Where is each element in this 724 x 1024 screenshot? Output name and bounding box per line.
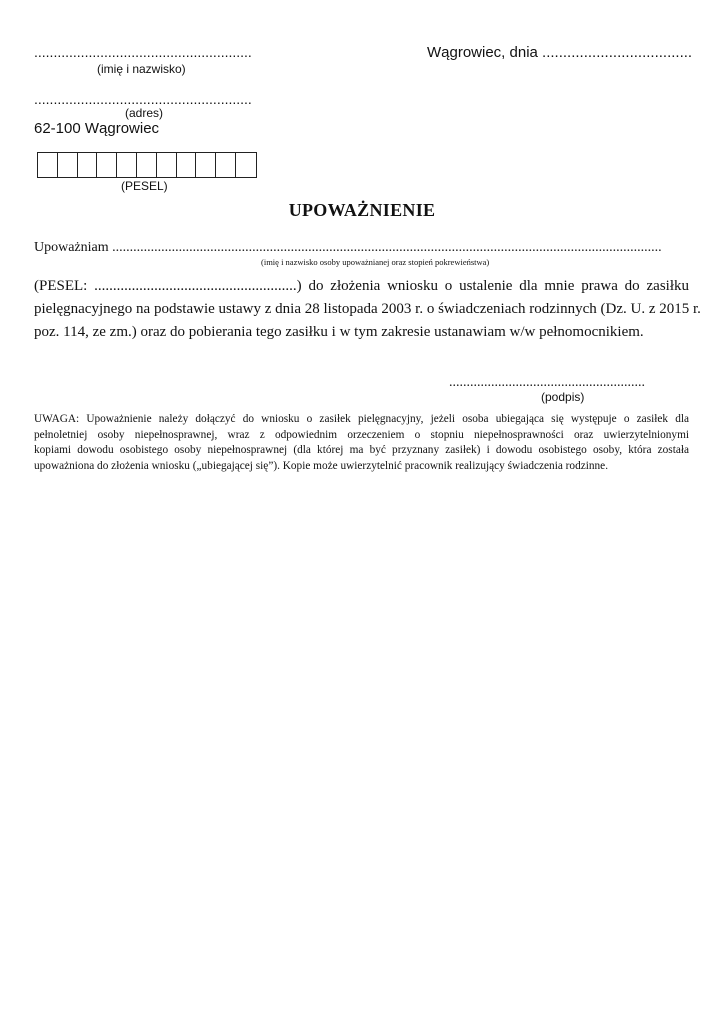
note-line: kopiami dowodu osobistego osoby niepełnosprawnej (dla której ma być przyznany zasiłek) i dowodu osobistego osoby, która została xyxy=(34,444,689,456)
note-line: UWAGA: Upoważnienie należy dołączyć do wniosku o zasiłek pielęgnacyjny, jeżeli osoba ubiegająca się występuje o zasiłek dla xyxy=(34,413,689,425)
pesel-digit-box xyxy=(177,153,197,177)
date-line: Wągrowiec, dnia .................................... xyxy=(427,44,693,61)
body-line: (PESEL: ......................................................) do złożenia wniosku o ustalenie dla mnie prawa do zasiłku xyxy=(34,278,689,294)
pesel-digit-box xyxy=(196,153,216,177)
pesel-digit-box xyxy=(97,153,117,177)
address-caption: (adres) xyxy=(125,106,164,120)
signature-dots: ........................................................ xyxy=(449,375,645,390)
pesel-digit-box xyxy=(38,153,58,177)
body-line: pielęgnacyjnego na podstawie ustawy z dnia 28 listopada 2003 r. o świadczeniach rodzinnych (Dz. U. z 2015 r. xyxy=(34,301,701,317)
authorize-line: Upoważniam ............................................................................................................................................................. xyxy=(34,240,662,255)
pesel-digit-box xyxy=(157,153,177,177)
body-line: poz. 114, ze zm.) oraz do pobierania tego zasiłku i w tym zakresie ustanawiam w/w pełnomocnikiem. xyxy=(34,324,644,340)
address-field-dots: ........................................................ xyxy=(34,91,252,107)
pesel-digit-box xyxy=(137,153,157,177)
name-caption: (imię i nazwisko) xyxy=(97,62,186,76)
pesel-caption: (PESEL) xyxy=(121,179,168,193)
name-field-dots: ........................................................ xyxy=(34,44,252,60)
note-line: upoważniona do złożenia wniosku („ubiegającej się”). Kopie może uwierzytelnić pracownik realizujący świadczenia rodzinne. xyxy=(34,459,609,472)
pesel-digit-box xyxy=(78,153,98,177)
document-title: UPOWAŻNIENIE xyxy=(288,200,436,220)
pesel-boxes xyxy=(37,152,257,178)
pesel-digit-box xyxy=(236,153,256,177)
pesel-digit-box xyxy=(216,153,236,177)
pesel-digit-box xyxy=(117,153,137,177)
signature-caption: (podpis) xyxy=(541,390,585,404)
pesel-digit-box xyxy=(58,153,78,177)
city-line: 62-100 Wągrowiec xyxy=(34,120,160,137)
authorize-caption: (imię i nazwisko osoby upoważnianej oraz stopień pokrewieństwa) xyxy=(261,257,490,267)
note-paragraph xyxy=(34,412,689,474)
note-line: pełnoletniej osoby niepełnosprawnej, wraz z odpowiednim orzeczeniem o stopniu niepełnosprawności oraz uwierzytelnionymi xyxy=(34,428,689,441)
body-paragraph xyxy=(34,275,701,344)
